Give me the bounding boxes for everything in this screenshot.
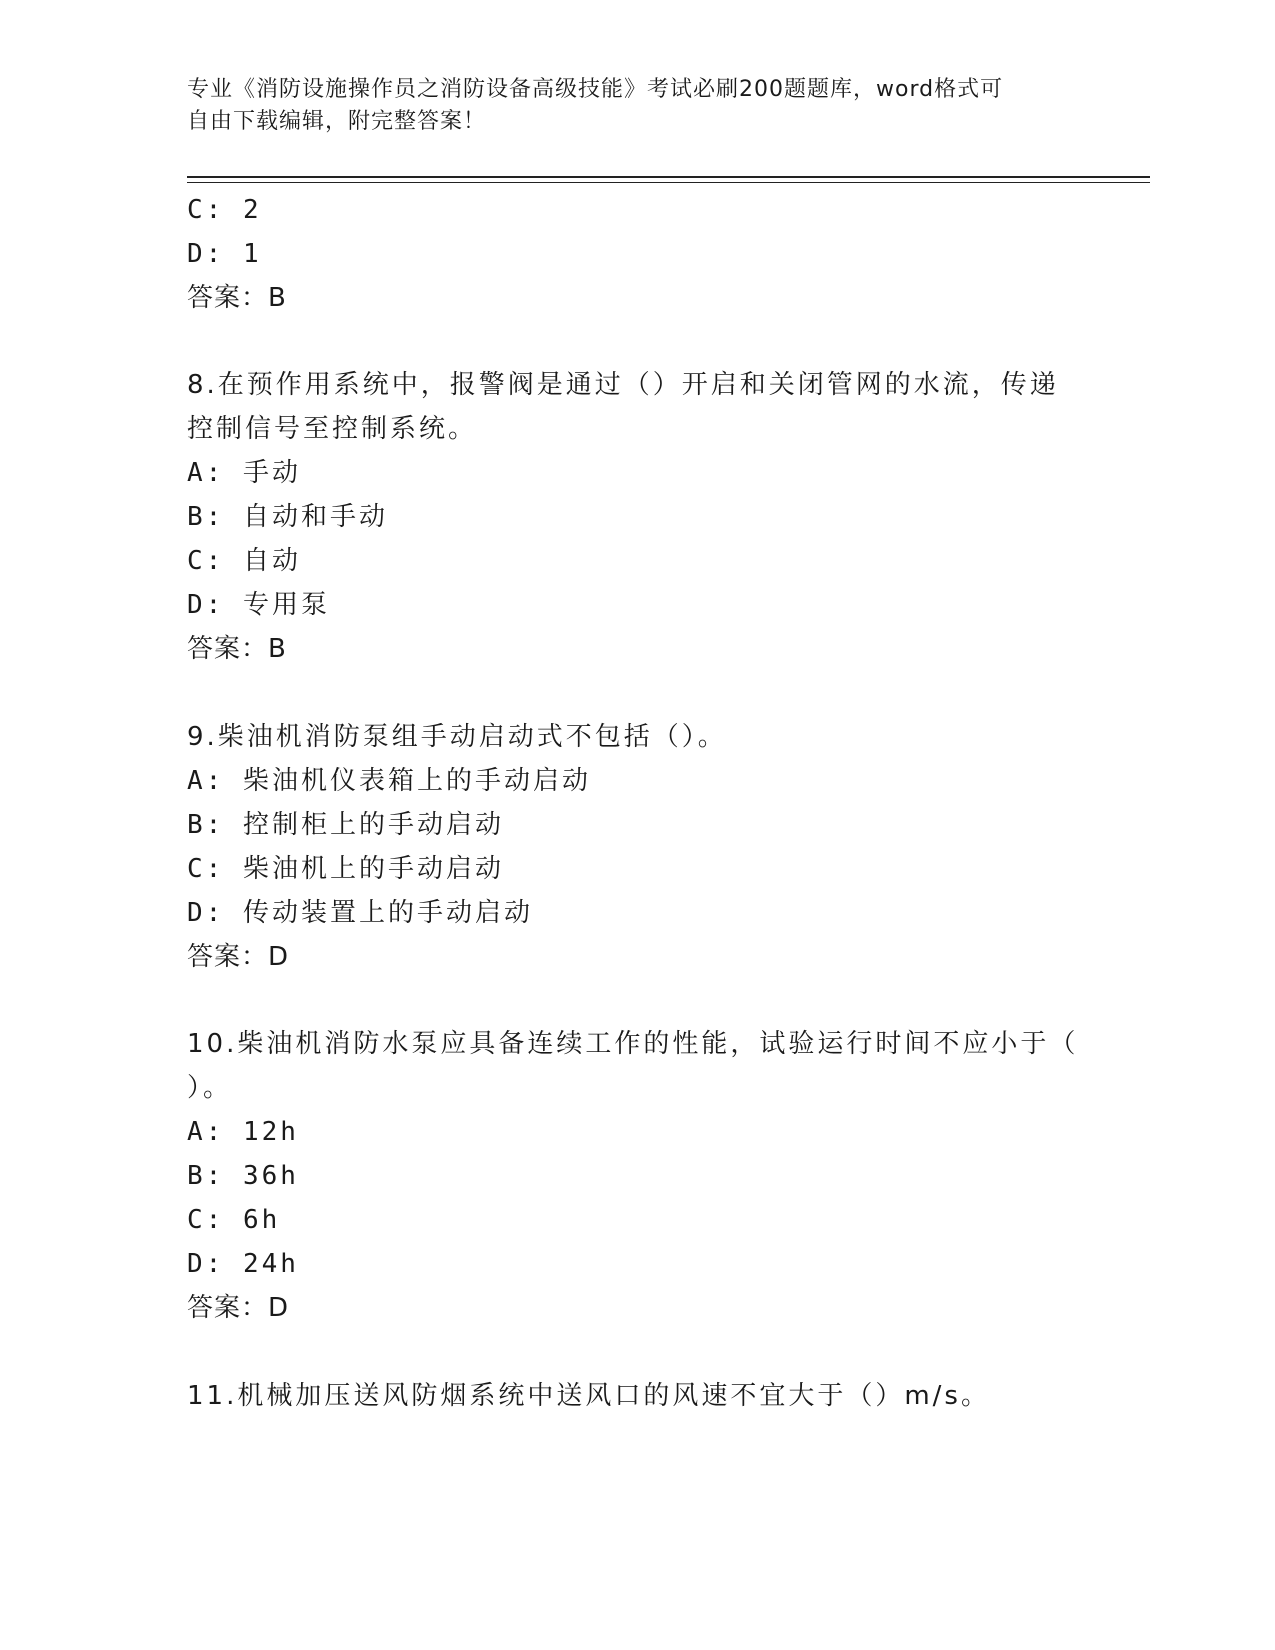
q9-stem-line-1: 9.柴油机消防泵组手动启动式不包括（）。 [187, 722, 727, 752]
q8-stem-line-2: 控制信号至控制系统。 [187, 414, 478, 444]
header-line-2: 自由下载编辑，附完整答案！ [187, 109, 487, 134]
q8-stem-line-1: 8.在预作用系统中，报警阀是通过（）开启和关闭管网的水流，传递 [187, 370, 1059, 400]
q9-option-c: C: 柴油机上的手动启动 [187, 854, 504, 884]
header-line-1: 专业《消防设施操作员之消防设备高级技能》考试必刷200题题库，word格式可 [187, 77, 1004, 102]
q10-option-c: C: 6h [187, 1205, 281, 1235]
q9-option-d: D: 传动装置上的手动启动 [187, 898, 533, 928]
q8-option-b: B: 自动和手动 [187, 502, 388, 532]
q8-answer: 答案：B [187, 634, 287, 664]
q8-option-a: A: 手动 [187, 458, 301, 488]
q10-option-b: B: 36h [187, 1161, 299, 1191]
q9-option-a: A: 柴油机仪表箱上的手动启动 [187, 766, 591, 796]
header-divider-thick [187, 176, 1150, 178]
q8-option-c: C: 自动 [187, 546, 301, 576]
q10-option-a: A: 12h [187, 1117, 299, 1147]
prev-option-c: C: 2 [187, 195, 262, 225]
q11-stem-line-1: 11.机械加压送风防烟系统中送风口的风速不宜大于（）m/s。 [187, 1381, 990, 1411]
q10-stem-line-1: 10.柴油机消防水泵应具备连续工作的性能，试验运行时间不应小于（ [187, 1029, 1079, 1059]
q9-answer: 答案：D [187, 942, 290, 972]
q9-option-b: B: 控制柜上的手动启动 [187, 810, 504, 840]
prev-option-d: D: 1 [187, 239, 262, 269]
q10-answer: 答案：D [187, 1293, 290, 1323]
q8-option-d: D: 专用泵 [187, 590, 330, 620]
header-divider-thin [187, 182, 1150, 183]
q10-stem-line-2: ）。 [187, 1073, 233, 1103]
document-header [187, 74, 1087, 138]
prev-answer: 答案：B [187, 283, 287, 313]
q10-option-d: D: 24h [187, 1249, 299, 1279]
